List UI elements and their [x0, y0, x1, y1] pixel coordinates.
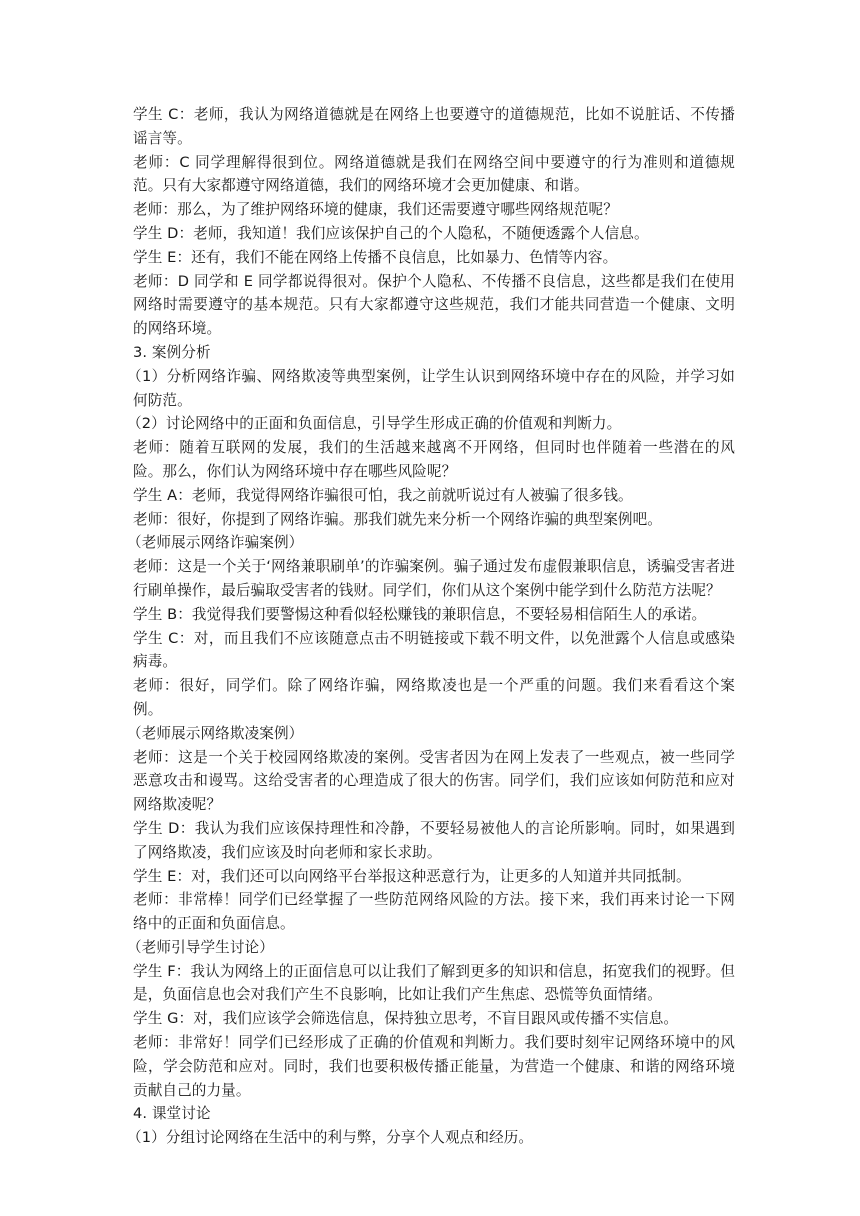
- dialogue-paragraph: 老师：这是一个关于‘网络兼职刷单’的诈骗案例。骗子通过发布虚假兼职信息，诱骗受害者进行刷单操作，最后骗取受害者的钱财。同学们，你们从这个案例中能学到什么防范方法呢？: [133, 558, 735, 599]
- dialogue-paragraph: 学生 C：对，而且我们不应该随意点击不明链接或下载不明文件，以免泄露个人信息或感染病毒。: [133, 629, 735, 671]
- dialogue-paragraph: 学生 A：老师，我觉得网络诈骗很可怕，我之前就听说过有人被骗了很多钱。: [133, 486, 633, 504]
- section-heading: 3. 案例分析: [133, 343, 211, 361]
- dialogue-paragraph: 老师：D 同学和 E 同学都说得很对。保护个人隐私、不传播不良信息，这些都是我们在使用网络时需要遵守的基本规范。只有大家都遵守这些规范，我们才能共同营造一个健康、文明的网络环境。: [133, 272, 735, 338]
- dialogue-paragraph: 学生 D：我认为我们应该保持理性和冷静，不要轻易被他人的言论所影响。同时，如果遇到了网络欺凌，我们应该及时向老师和家长求助。: [133, 819, 735, 861]
- dialogue-paragraph: 老师：很好，同学们。除了网络诈骗，网络欺凌也是一个严重的问题。我们来看看这个案例。: [133, 677, 735, 718]
- section-heading: 4. 课堂讨论: [133, 1105, 211, 1123]
- dialogue-paragraph: 老师：随着互联网的发展，我们的生活越来越离不开网络，但同时也伴随着一些潜在的风险。那么，你们认为网络环境中存在哪些风险呢？: [133, 439, 735, 480]
- list-item: （2）讨论网络中的正面和负面信息，引导学生形成正确的价值观和判断力。: [127, 415, 622, 433]
- dialogue-paragraph: 老师：C 同学理解得很到位。网络道德就是我们在网络空间中要遵守的行为准则和道德规范。只有大家都遵守网络道德，我们的网络环境才会更加健康、和谐。: [133, 153, 735, 195]
- stage-direction: （老师展示网络欺凌案例）: [127, 724, 304, 742]
- dialogue-paragraph: 学生 C：老师，我认为网络道德就是在网络上也要遵守的道德规范，比如不说脏话、不传播谣言等。: [133, 106, 735, 147]
- stage-direction: （老师引导学生讨论）: [127, 938, 274, 956]
- dialogue-paragraph: 老师：那么，为了维护网络环境的健康，我们还需要遵守哪些网络规范呢？: [133, 201, 618, 219]
- dialogue-paragraph: 老师：非常好！同学们已经形成了正确的价值观和判断力。我们要时刻牢记网络环境中的风险，学会防范和应对。同时，我们也要积极传播正能量，为营造一个健康、和谐的网络环境贡献自己的力量。: [133, 1034, 735, 1099]
- dialogue-paragraph: 学生 B：我觉得我们要警惕这种看似轻松赚钱的兼职信息，不要轻易相信陌生人的承诺。: [133, 605, 707, 623]
- dialogue-paragraph: 老师：很好，你提到了网络诈骗。那我们就先来分析一个网络诈骗的典型案例吧。: [133, 510, 662, 528]
- dialogue-paragraph: 老师：这是一个关于校园网络欺凌的案例。受害者因为在网上发表了一些观点，被一些同学恶意攻击和谩骂。这给受害者的心理造成了很大的伤害。同学们，我们应该如何防范和应对网络欺凌呢？: [133, 748, 735, 814]
- list-item: （1）分组讨论网络在生活中的利与弊，分享个人观点和经历。: [127, 1129, 534, 1147]
- dialogue-paragraph: 学生 E：对，我们还可以向网络平台举报这种恶意行为，让更多的人知道并共同抵制。: [133, 867, 691, 885]
- stage-direction: （老师展示网络诈骗案例）: [127, 534, 304, 552]
- document-body: [127, 103, 735, 1150]
- dialogue-paragraph: 学生 D：老师，我知道！我们应该保护自己的个人隐私，不随便透露个人信息。: [133, 224, 649, 242]
- list-item: （1）分析网络诈骗、网络欺凌等典型案例，让学生认识到网络环境中存在的风险，并学习如何防范。: [127, 367, 735, 409]
- dialogue-paragraph: 学生 G：对，我们应该学会筛选信息，保持独立思考，不盲目跟风或传播不实信息。: [133, 1010, 679, 1028]
- dialogue-paragraph: 老师：非常棒！同学们已经掌握了一些防范网络风险的方法。接下来，我们再来讨论一下网络中的正面和负面信息。: [133, 891, 735, 933]
- dialogue-paragraph: 学生 F：我认为网络上的正面信息可以让我们了解到更多的知识和信息，拓宽我们的视野。但是，负面信息也会对我们产生不良影响，比如让我们产生焦虑、恐慌等负面情绪。: [133, 962, 735, 1004]
- dialogue-paragraph: 学生 E：还有，我们不能在网络上传播不良信息，比如暴力、色情等内容。: [133, 248, 618, 266]
